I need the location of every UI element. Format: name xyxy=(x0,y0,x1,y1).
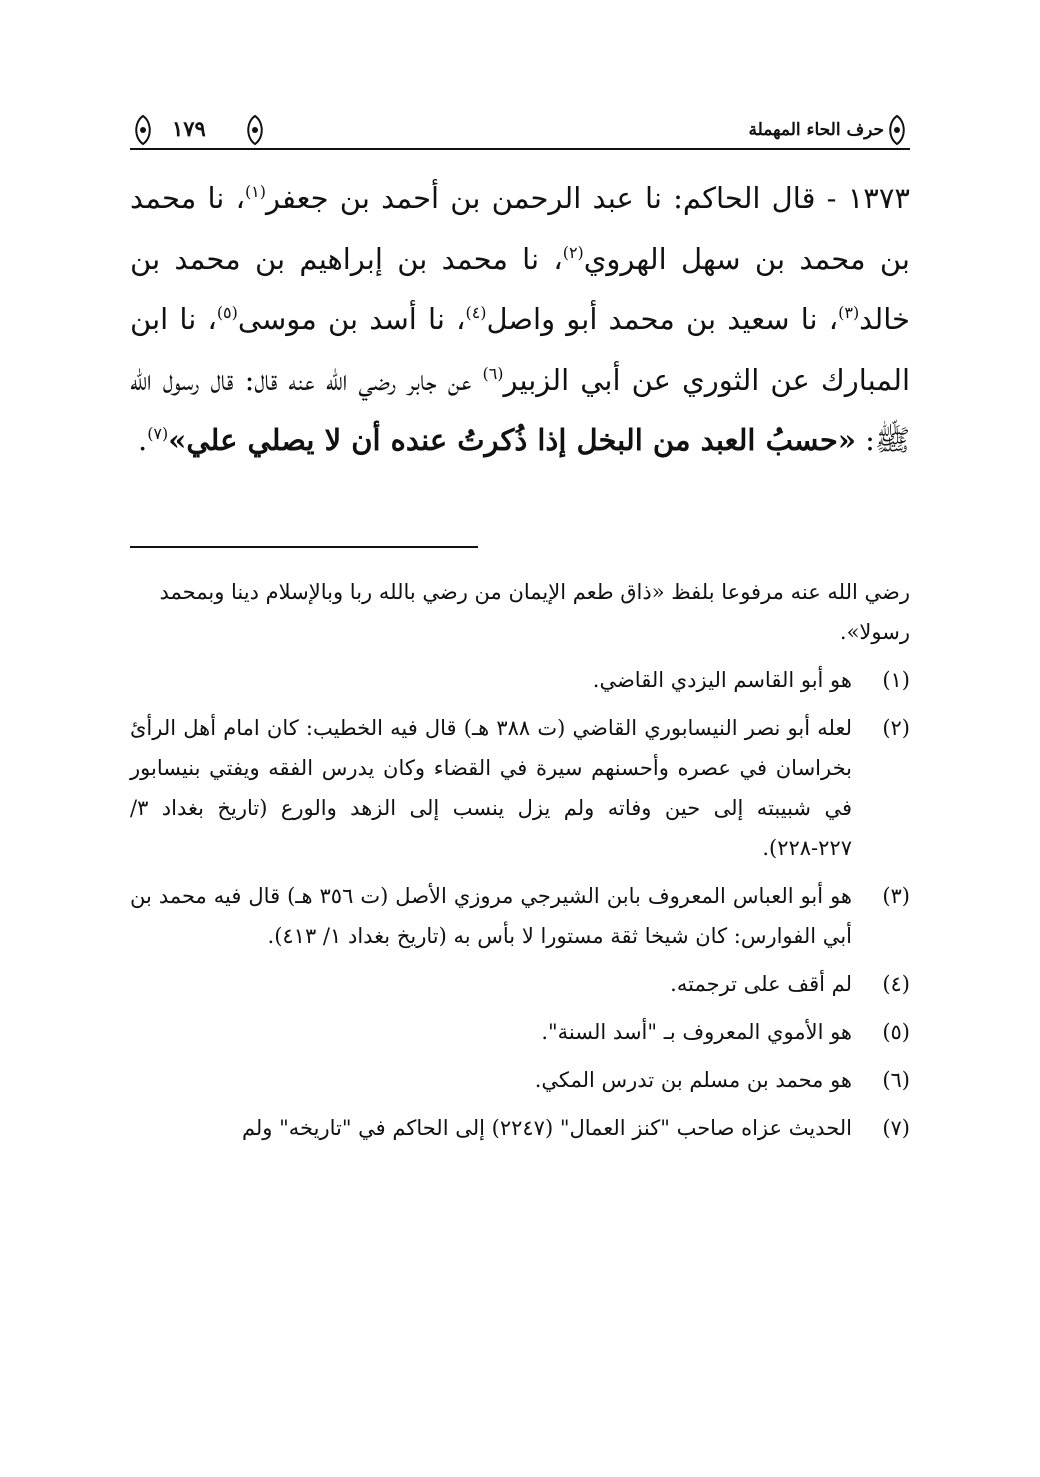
text-segment: ، نا محمد بن إبراهيم بن محمد بن خالد xyxy=(130,241,910,336)
footnote-separator xyxy=(130,546,478,548)
text-segment: . xyxy=(137,423,148,457)
footnote-text: هو محمد بن مسلم بن تدرس المكي. xyxy=(534,1068,852,1092)
footnote-number: (٣) xyxy=(882,884,910,908)
footnote-text: لم أقف على ترجمته. xyxy=(670,972,852,996)
page-number: ١٧٩ xyxy=(172,116,206,141)
footnote xyxy=(130,1108,910,1148)
footnote-number: (٤) xyxy=(882,972,910,996)
text-segment: ١٣٧٣ - قال الحاكم: نا عبد الرحمن بن أحمد بن جعفر xyxy=(265,181,910,215)
footnote-text: هو أبو العباس المعروف بابن الشيرجي مروزي الأصل (ت ٣٥٦ هـ) قال فيه محمد بن أبي الفوارس: كان شيخا ثقة مستورا لا بأس به (تاريخ بغداد ١/ ٤١٣). xyxy=(130,884,852,948)
text-segment: ، نا أسد بن موسى xyxy=(237,302,466,336)
hadith-entry xyxy=(130,168,910,471)
footnote-text: لعله أبو نصر النيسابوري القاضي (ت ٣٨٨ هـ) قال فيه الخطيب: كان امام أهل الرأئ بخراسان في عصره وأحسنهم سيرة في القضاء وكان يدرس الفقه ويفتي بنيسابور في شبيبته إلى حين وفاته ولم يزل ينسب إلى الزهد والورع (تاريخ بغداد ٣/ ٢٢٧-٢٢٨). xyxy=(130,716,852,860)
footnote-number: (٧) xyxy=(882,1116,910,1140)
main-text xyxy=(130,168,910,471)
footnote-number: (٢) xyxy=(882,716,910,740)
footnote-marker[interactable]: (٥) xyxy=(216,302,238,322)
hadith-text: «حسبُ العبد من البخل إذا ذُكرتُ عنده أن لا يصلي علي» xyxy=(168,423,856,457)
footnote-number: (٦) xyxy=(882,1068,910,1092)
footnote xyxy=(130,1060,910,1100)
footnote-marker[interactable]: (٢) xyxy=(562,242,584,262)
footnote-number: (٥) xyxy=(882,1020,910,1044)
running-header xyxy=(130,112,910,150)
ornament-icon xyxy=(130,114,156,146)
footnote-marker[interactable]: (٦) xyxy=(482,363,504,383)
footnote-marker[interactable]: (١) xyxy=(244,181,266,201)
ornament-icon xyxy=(242,114,268,146)
footnote-marker[interactable]: (٤) xyxy=(465,302,487,322)
footnote-continuation: رضي الله عنه مرفوعا بلفظ «ذاق طعم الإيمان من رضي بالله ربا وبالإسلام دينا وبمحمد رسولا». xyxy=(159,580,910,644)
footnote xyxy=(130,1012,910,1052)
footnote-marker[interactable]: (٧) xyxy=(147,423,169,443)
text-segment: ، نا ابن المبارك عن الثوري عن أبي الزبير xyxy=(130,302,910,397)
footnote-text: هو الأموي المعروف بـ "أسد السنة". xyxy=(541,1020,852,1044)
footnote-marker[interactable]: (٣) xyxy=(838,302,860,322)
chapter-title: حرف الحاء المهملة xyxy=(748,120,884,140)
footnote-number: (١) xyxy=(882,668,910,692)
footnotes xyxy=(130,572,910,1156)
header-rule xyxy=(130,148,910,150)
ornament-icon xyxy=(884,114,910,146)
footnote xyxy=(130,876,910,956)
footnote-text: الحديث عزاه صاحب "كنز العمال" (٢٢٤٧) إلى الحاكم في "تاريخه" ولم xyxy=(241,1116,852,1140)
footnote xyxy=(130,964,910,1004)
text-segment: عن جابر رضي الله عنه قال: قال رسول الله ﷺ: xyxy=(130,362,910,457)
text-segment: ، نا محمد بن محمد بن سهل الهروي xyxy=(130,181,910,276)
footnote xyxy=(130,708,910,868)
text-segment: ، نا سعيد بن محمد أبو واصل xyxy=(486,302,839,336)
footnote xyxy=(130,660,910,700)
footnote-text: هو أبو القاسم اليزدي القاضي. xyxy=(592,668,852,692)
